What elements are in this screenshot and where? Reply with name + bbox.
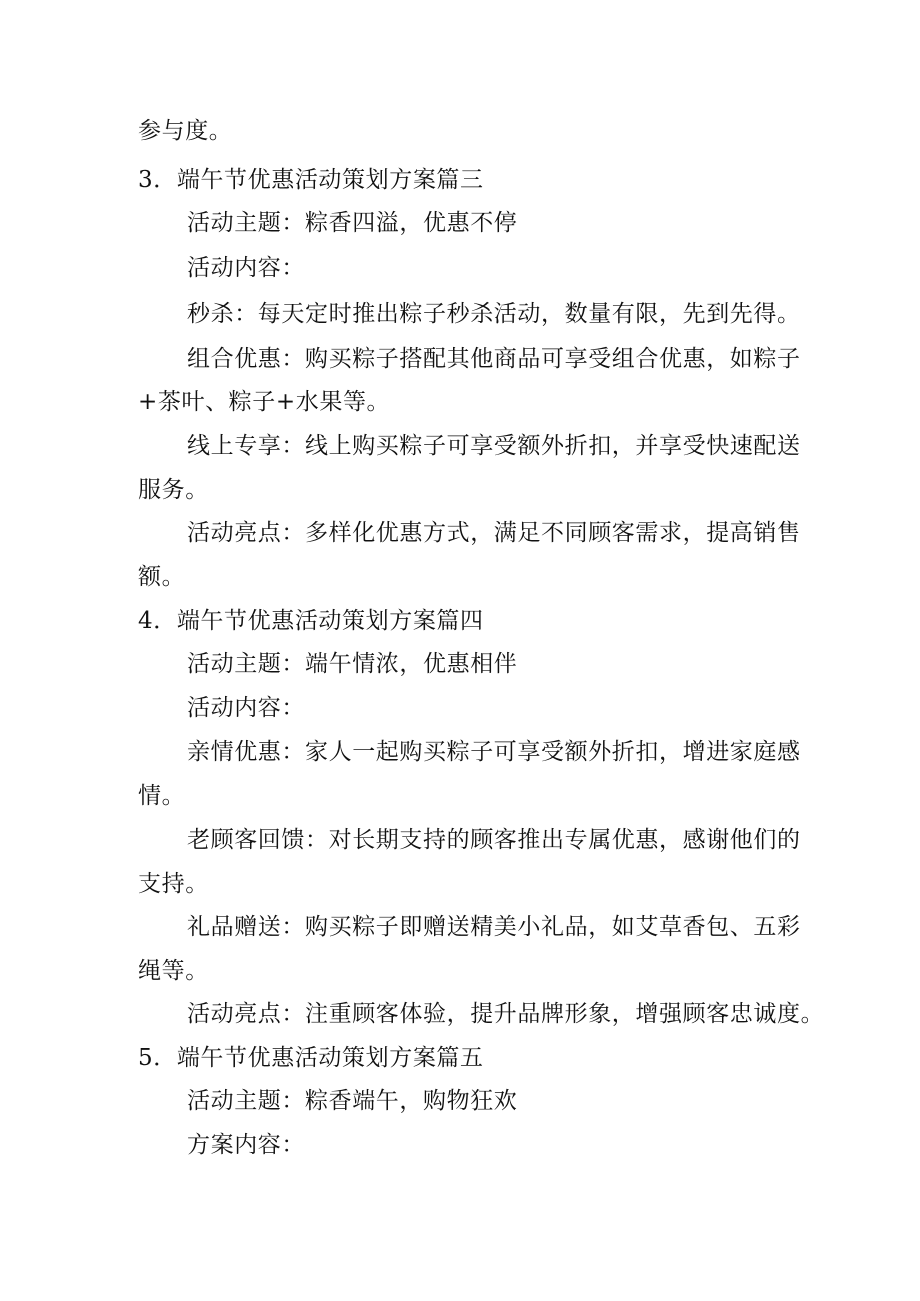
text-line: 活动内容： <box>187 695 305 721</box>
text-line: 活动内容： <box>187 255 305 281</box>
text-line: 额。 <box>138 564 186 590</box>
text-line: 线上专享：线上购买粽子可享受额外折扣，并享受快速配送 <box>187 433 801 459</box>
text-line: 活动主题：粽香四溢，优惠不停 <box>187 210 518 236</box>
text-line: 礼品赠送：购买粽子即赠送精美小礼品，如艾草香包、五彩 <box>187 914 801 940</box>
text-line: 亲情优惠：家人一起购买粽子可享受额外折扣，增进家庭感 <box>187 739 801 765</box>
section-heading-5: 5．端午节优惠活动策划方案篇五 <box>138 1045 484 1071</box>
text-line: 活动主题：粽香端午，购物狂欢 <box>187 1088 518 1114</box>
text-line: 绳等。 <box>138 958 209 984</box>
text-line: 活动亮点：注重顾客体验，提升品牌形象，增强顾客忠诚度。 <box>187 1001 825 1027</box>
section-heading-4: 4．端午节优惠活动策划方案篇四 <box>138 608 484 634</box>
text-line: 组合优惠：购买粽子搭配其他商品可享受组合优惠，如粽子 <box>187 346 801 372</box>
text-line: 老顾客回馈：对长期支持的顾客推出专属优惠，感谢他们的 <box>187 827 801 853</box>
text-line: 情。 <box>138 783 186 809</box>
text-line: 方案内容： <box>187 1132 305 1158</box>
section-heading-3: 3．端午节优惠活动策划方案篇三 <box>138 167 484 193</box>
text-line: 秒杀：每天定时推出粽子秒杀活动，数量有限，先到先得。 <box>187 301 801 327</box>
text-line: 参与度。 <box>138 118 233 144</box>
text-line: 服务。 <box>138 477 209 503</box>
text-line: +茶叶、粽子+水果等。 <box>138 389 391 415</box>
text-line: 活动亮点：多样化优惠方式，满足不同顾客需求，提高销售 <box>187 520 801 546</box>
text-line: 活动主题：端午情浓，优惠相伴 <box>187 651 518 677</box>
text-line: 支持。 <box>138 871 209 897</box>
